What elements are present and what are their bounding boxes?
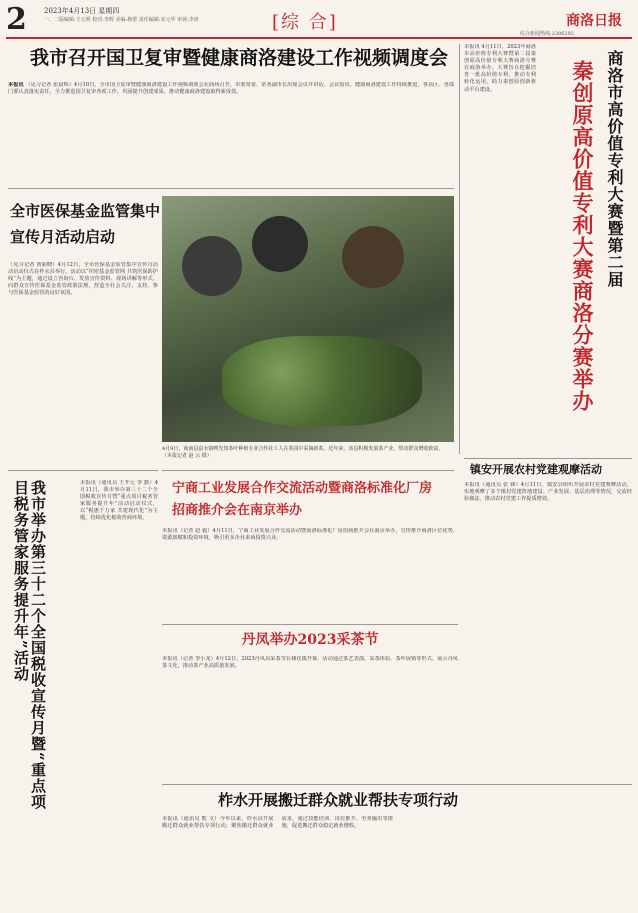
headline-yibao: 全市医保基金监管集中宣传月活动启动 <box>10 202 161 246</box>
tea-leaves <box>222 336 422 426</box>
article-text: （见习记者 张晨辉）4月10日，全市国卫复审暨健康商洛建设工作视频调度会在商州召开，市委常委、常务副市长出席会议并讲话。会议指出，健康商洛建设工作持续推进，各县区、各部门要认真落实责任，全力推进国卫复审各项工作，巩固提升创建成果，推动健康商洛建设取得新成效。 <box>8 82 454 96</box>
tea-picking-photo <box>162 196 454 442</box>
article-text: 本报讯（通讯员 熊 文）今年以来，柞水县开展搬迁群众就业帮扶专项行动，聚焦搬迁群众就业需求，通过技能培训、岗位推介、劳务输出等措施，促进搬迁群众稳定就业增收。 <box>162 816 393 830</box>
article-text: 本报讯（记者 赵 毅）4月11日，宁商工业发展合作交流活动暨商洛标准化厂房招商推介会在南京举办，宣传推介商洛区位优势、资源禀赋和投资环境，吸引更多企业来商投资兴业。 <box>162 528 458 542</box>
issue-date: 2023年4月13日 星期四 <box>44 7 120 15</box>
header-meta: 综合新闻热线:2386292 <box>520 31 574 37</box>
editors-line: 一、二版编辑:王元明 校对:李辉 美编:杨蕾 责任编辑:宋元华 审读:李涛 <box>44 17 199 23</box>
person-head <box>182 236 242 296</box>
headline-shuiwu: 我市举办第三十二个全国税收宣传月暨“重点项目税务管家服务提升年”活动 <box>12 480 47 810</box>
photo-credit: （本报记者 赵 云 摄） <box>162 453 212 459</box>
article-shangnan-body <box>162 528 458 620</box>
headline-shangnan: 宁商工业发展合作交流活动暨商洛标准化厂房招商推介会在南京举办 <box>172 481 433 518</box>
article-text: 本报讯（通讯员 王开元 李 勤）4月11日，我市举办第三十二个全国税收宣传月暨“重点项目税务管家服务提升年”活动启动仪式，以“税惠千万家 共建现代化”为主题，持续优化税收营商环境。 <box>80 480 158 522</box>
headline-weisheng: 我市召开国卫复审暨健康商洛建设工作视频调度会 <box>30 47 449 69</box>
person-head <box>342 226 404 288</box>
article-zhashui-body <box>162 816 632 906</box>
divider <box>162 624 458 625</box>
column-divider <box>459 44 460 454</box>
divider <box>464 458 632 459</box>
header-rule <box>6 37 632 39</box>
divider <box>162 784 632 785</box>
article-text: 本报讯（通讯员 张 锋）4月11日，镇安县组织开展农村党建观摩活动，实地观摩了多个镇村党建阵地建设、产业发展、基层治理等情况，交流经验做法，推动农村党建工作提质增效。 <box>464 482 632 503</box>
page-number: 2 <box>6 2 27 37</box>
kicker-gaozhiliang: 商洛市高价值专利大赛暨第二届 <box>605 50 624 288</box>
article-caicha-body <box>162 656 458 756</box>
article-text: 本报讯 4月11日，2023年商洛市高价值专利大赛暨第二届秦创原高价值专利大赛商洛分赛在商洛举办。大赛旨在挖掘培育一批高价值专利，推动专利转化运用，助力秦创原创新驱动平台建设。 <box>464 44 536 93</box>
newspaper-logo: 商洛日报 <box>566 13 622 29</box>
headline-zhanlan: 镇安开展农村党建观摩活动 <box>470 463 602 476</box>
article-text: 本报讯（记者 李小龙）4月12日，2023丹凤县采茶节在棣花镇开幕，活动通过茶艺表演、采茶体验、茶叶展销等形式，展示丹凤茶文化，推动茶产业高质量发展。 <box>162 656 458 670</box>
photo-caption-text: 4月9日，商南县富水镇鸭先知茶叶种植专业合作社工人在茶园中采摘新茶。近年来，该县积极发展茶产业，带动群众增收致富。 <box>162 446 444 452</box>
article-weisheng-body <box>8 82 454 182</box>
divider <box>8 470 158 471</box>
person-head <box>252 216 308 272</box>
photo-caption <box>162 446 454 460</box>
headline-caicha: 丹凤举办2023采茶节 <box>241 632 379 648</box>
headline-gaozhiliang: 秦创原高价值专利大赛商洛分赛举办 <box>570 60 595 412</box>
article-zhanlan-body <box>464 482 632 658</box>
section-label: [综 合] <box>272 12 338 33</box>
byline: 本报讯 <box>8 82 24 88</box>
article-shuiwu-body <box>80 480 158 780</box>
article-yibao-body <box>8 262 158 462</box>
article-text: （见习记者 黄丽晓）4月12日，全市医保基金监管集中宣传月活动启动仪式在柞水县举行。活动以“织密基金监管网 共筑医保防护线”为主题，通过设立咨询台、发放宣传资料、现场讲解等形式，向群众宣传医保基金监管政策法规，营造全社会关注、支持、参与医保基金监管的良好氛围。 <box>8 262 158 297</box>
article-gaozhiliang-body <box>464 44 536 454</box>
headline-zhashui: 柞水开展搬迁群众就业帮扶专项行动 <box>218 791 459 809</box>
divider <box>8 188 454 189</box>
divider <box>162 470 454 471</box>
